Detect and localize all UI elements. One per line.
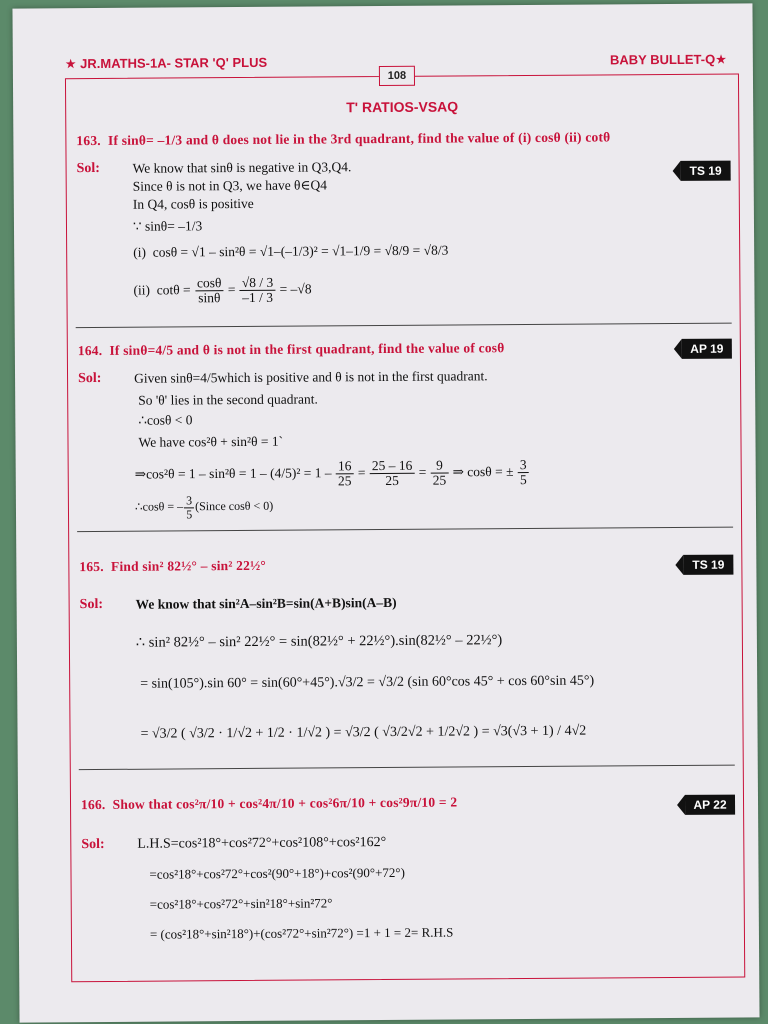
question-text: Find sin² 82½° – sin² 22½° <box>110 557 267 574</box>
fraction: $\frac{√8 / 3}{-1 / 3}$ <box>240 276 276 306</box>
q163-line3: In Q4, cosθ is positive <box>132 195 254 212</box>
question-text: If sinθ=4/5 and θ is not in the first quadrant, find the value of cosθ <box>109 340 505 358</box>
content-frame <box>65 74 745 983</box>
q164-line6: ∴cosθ = – $\frac{3}{5}$ (Since cosθ < 0) <box>134 493 274 521</box>
q163-line2: Since θ is not in Q3, we have θ∈Q4 <box>132 177 328 194</box>
question-164 <box>78 340 505 359</box>
part-label: (i) <box>133 244 146 260</box>
q165-line3: = sin(105°).sin 60° = sin(60°+45°).√3/2 = √3/2 (sin 60°cos 45° + cos 60°sin 45°) <box>140 673 595 692</box>
q163-part-i <box>133 243 448 261</box>
equation-rhs: = –√8 <box>279 281 312 297</box>
question-text: If sinθ= –1/3 and θ does not lie in the 3rd quadrant, find the value of (i) cosθ (ii) cotθ <box>107 129 611 148</box>
sol-label: Sol: <box>79 596 104 613</box>
badge-ap19: AP 19 <box>682 339 732 359</box>
part-label: (ii) <box>133 282 150 298</box>
q164-line2: So 'θ' lies in the second quadrant. <box>138 391 318 408</box>
question-163 <box>76 129 610 149</box>
equation: cosθ = √1 – sin²θ = √1–(–1/3)² = √1–1/9 = √8/9 = √8/3 <box>152 242 449 260</box>
q164-line1: Given sinθ=4/5which is positive and θ is not in the first quadrant. <box>134 368 488 386</box>
question-166 <box>81 795 457 814</box>
q164-line5: ⇒cos²θ = 1 – sin²θ = 1 – (4/5)² = 1 – $\frac{16}{25}$ = $\frac{25 - 16}{25}$ = $\frac{9}{25}$ ⇒ cosθ = ± $\frac{3}{5}$ <box>135 458 530 490</box>
page <box>12 3 759 1022</box>
question-165 <box>79 558 266 575</box>
q166-line3: =cos²18°+cos²72°+sin²18°+sin²72° <box>149 895 333 912</box>
question-number: 163. <box>76 132 101 149</box>
fraction: $\frac{9}{25}$ <box>431 459 449 488</box>
question-text: Show that cos²π/10 + cos²4π/10 + cos²6π/10 + cos²9π/10 = 2 <box>112 794 458 812</box>
q165-line4: = √3/2 ( √3/2 · 1/√2 + 1/2 · 1/√2 ) = √3/2 ( √3/2√2 + 1/2√2 ) = √3(√3 + 1) / 4√2 <box>140 723 587 742</box>
badge-ap22: AP 22 <box>685 795 735 815</box>
power-term: (4/5)² <box>269 465 301 481</box>
section-title: T' RATIOS-VSAQ <box>346 98 459 116</box>
question-number: 166. <box>80 796 106 813</box>
page-number: 108 <box>379 66 415 86</box>
q164-line4: We have cos²θ + sin²θ = 1` <box>138 433 284 450</box>
fraction: $\frac{3}{5}$ <box>186 493 193 521</box>
sol-label: Sol: <box>81 836 105 853</box>
q163-line1: We know that sinθ is negative in Q3,Q4. <box>132 159 352 176</box>
separator <box>76 323 732 329</box>
badge-ts19: TS 19 <box>683 555 733 575</box>
fraction: $\frac{3}{5}$ <box>519 457 527 488</box>
q166-line2: =cos²18°+cos²72°+cos²(90°+18°)+cos²(90°+72°) <box>149 864 405 882</box>
question-number: 165. <box>79 558 104 575</box>
q166-line4: = (cos²18°+sin²18°)+(cos²72°+sin²72°) =1 + 1 = 2= R.H.S <box>149 924 454 942</box>
separator <box>77 527 733 533</box>
header-right: BABY BULLET-Q★ <box>609 51 727 68</box>
header-left: ★ JR.MATHS-1A- STAR 'Q' PLUS <box>64 54 268 72</box>
q163-line4: ∵ sinθ= –1/3 <box>132 218 203 234</box>
fraction: $\frac{\cos\theta}{\sin\theta}$ <box>195 276 224 306</box>
q165-line2: ∴ sin² 82½° – sin² 22½° = sin(82½° + 22½°).sin(82½° – 22½°) <box>135 632 503 651</box>
separator <box>79 765 735 771</box>
sol-label: Sol: <box>78 370 102 387</box>
q166-line1: L.H.S=cos²18°+cos²72°+cos²108°+cos²162° <box>137 835 387 852</box>
equation-lhs: cotθ = <box>156 282 191 298</box>
sol-label: Sol: <box>76 160 100 177</box>
badge-ts19: TS 19 <box>681 161 731 181</box>
fraction: $\frac{25 - 16}{25}$ <box>370 459 415 489</box>
q164-line3: ∴cosθ < 0 <box>138 412 193 428</box>
q165-line1: We know that sin²A–sin²B=sin(A+B)sin(A–B) <box>135 594 397 612</box>
q163-part-ii: (ii) cotθ = $\frac{\cos\theta}{\sin\theta}$ = $\frac{√8 / 3}{-1 / 3}$ = –√8 <box>133 274 312 306</box>
fraction: $\frac{16}{25}$ <box>337 458 352 489</box>
question-number: 164. <box>77 342 103 359</box>
